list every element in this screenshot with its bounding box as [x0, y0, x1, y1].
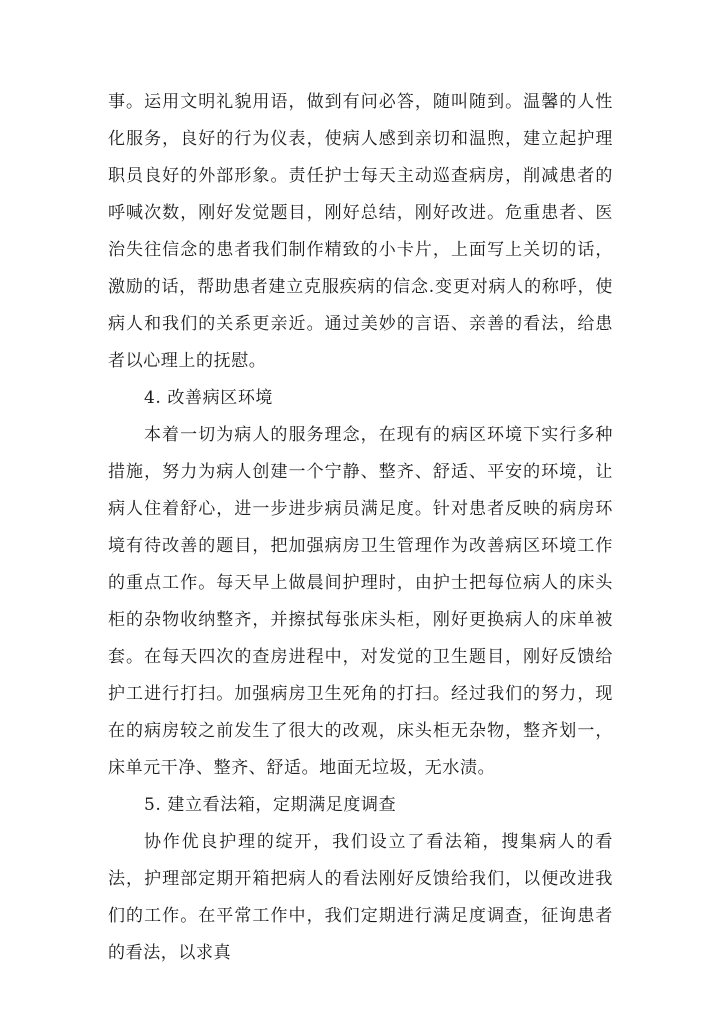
body-paragraph: 本着一切为病人的服务理念，在现有的病区环境下实行多种措施，努力为病人创建一个宁静、整齐、舒适、平安的环境，让病人住着舒心，进一步进步病员满足度。针对患者反映的病房环境有待改善的题目，把加强病房卫生管理作为改善病区环境工作的重点工作。每天早上做晨间护理时，由护士把每位病人的床头柜的杂物收纳整齐，并擦拭每张床头柜，刚好更换病人的床单被套。在每天四次的查房进程中，对发觉的卫生题目，刚好反馈给护工进行打扫。加强病房卫生死角的打扫。经过我们的努力，现在的病房较之前发生了很大的改观，床头柜无杂物，整齐划一，床单元干净、整齐、舒适。地面无垃圾，无水渍。 — [108, 425, 613, 778]
section-heading-5: 5. 建立看法箱，定期满足度调查 — [144, 795, 397, 815]
document-page — [108, 84, 613, 972]
section-heading-4: 4. 改善病区环境 — [144, 388, 274, 408]
body-paragraph: 事。运用文明礼貌用语，做到有问必答，随叫随到。温馨的人性化服务，良好的行为仪表，使病人感到亲切和温煦，建立起护理职员良好的外部形象。责任护士每天主动巡查病房，削减患者的呼喊次数，刚好发觉题目，刚好总结，刚好改进。危重患者、医治失往信念的患者我们制作精致的小卡片，上面写上关切的话，激励的话，帮助患者建立克服疾病的信念.变更对病人的称呼，使病人和我们的关系更亲近。通过美妙的言语、亲善的看法，给患者以心理上的抚慰。 — [108, 92, 613, 371]
body-paragraph: 协作优良护理的绽开，我们设立了看法箱，搜集病人的看法，护理部定期开箱把病人的看法刚好反馈给我们，以便改进我们的工作。在平常工作中，我们定期进行满足度调查，征询患者的看法，以求真 — [108, 832, 613, 963]
